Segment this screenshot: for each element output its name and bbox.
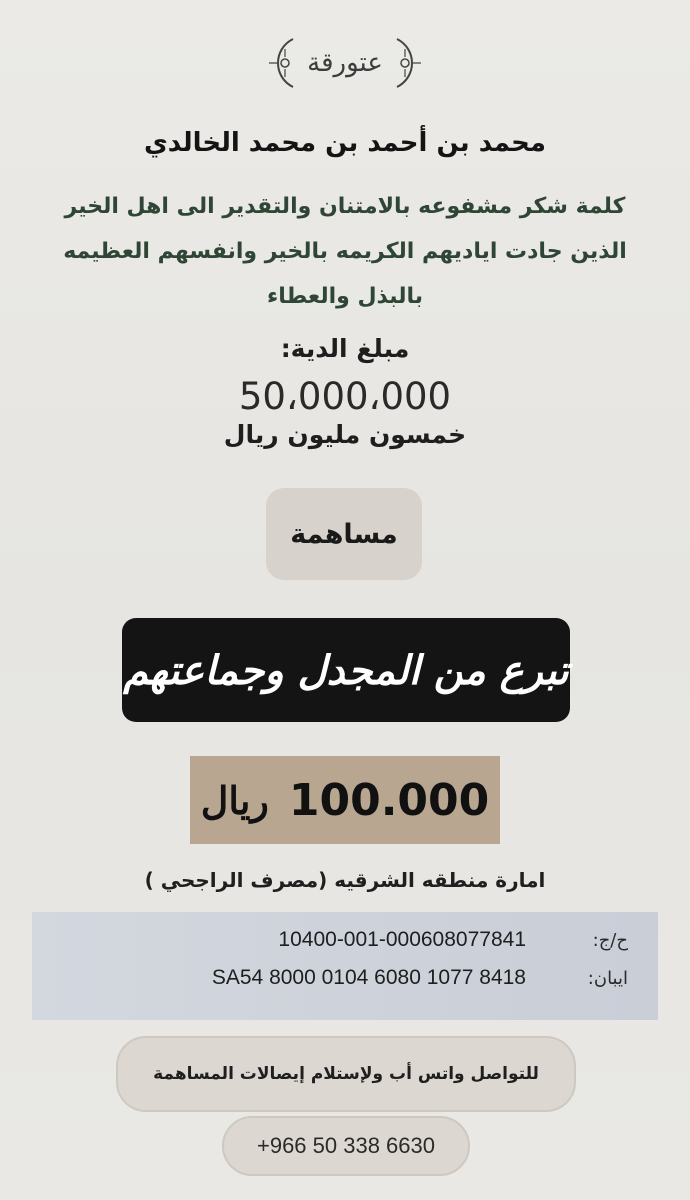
iban-number[interactable]: SA54 8000 0104 6080 1077 8418 [211,966,526,989]
bank-name: امارة منطقه الشرقيه (مصرف الراجحي ) [144,868,546,892]
donor-banner [122,618,570,722]
blood-money-amount: 50،000،000 [238,375,452,418]
contact-info [116,1036,576,1112]
thanks-text [40,184,650,319]
calligraphy-ornament-icon [391,35,431,91]
account-row [32,926,658,966]
contact-text: للتواصل واتس أب ولإستلام إيصالات المساهمة [153,1064,539,1084]
thanks-line: بالبذل والعطاء [266,284,424,309]
phone-number-button[interactable] [222,1116,470,1176]
contribution-label: مساهمة [290,518,398,550]
thanks-line: الذين جادت اياديهم الكريمه بالخير وانفسهم العظيمه [63,239,627,264]
iban-row [32,964,658,1004]
calligraphy-ornament-icon [259,35,299,91]
thanks-line: كلمة شكر مشفوعه بالامتنان والتقدير الى اهل الخير [64,194,626,219]
donation-amount-box [190,756,500,844]
header-logo [0,28,690,98]
account-details [32,912,658,1020]
donation-amount: 100.000 [288,774,490,826]
blood-money-label: مبلغ الدية: [280,334,410,363]
blood-money-words: خمسون مليون ريال [223,420,467,449]
account-label: ح/ج: [592,930,628,951]
deceased-name: محمد بن أحمد بن محمد الخالدي [143,128,547,158]
iban-label: ايبان: [587,968,628,989]
donation-currency: ريال [200,777,269,823]
logo-text: عتورقة [307,48,383,78]
account-number[interactable]: 10400-001-000608077841 [278,928,526,951]
contribution-badge [266,488,422,580]
donor-text: تبرع من المجدل وجماعتهم [123,646,569,694]
phone-number[interactable]: +966 50 338 6630 [256,1133,435,1158]
